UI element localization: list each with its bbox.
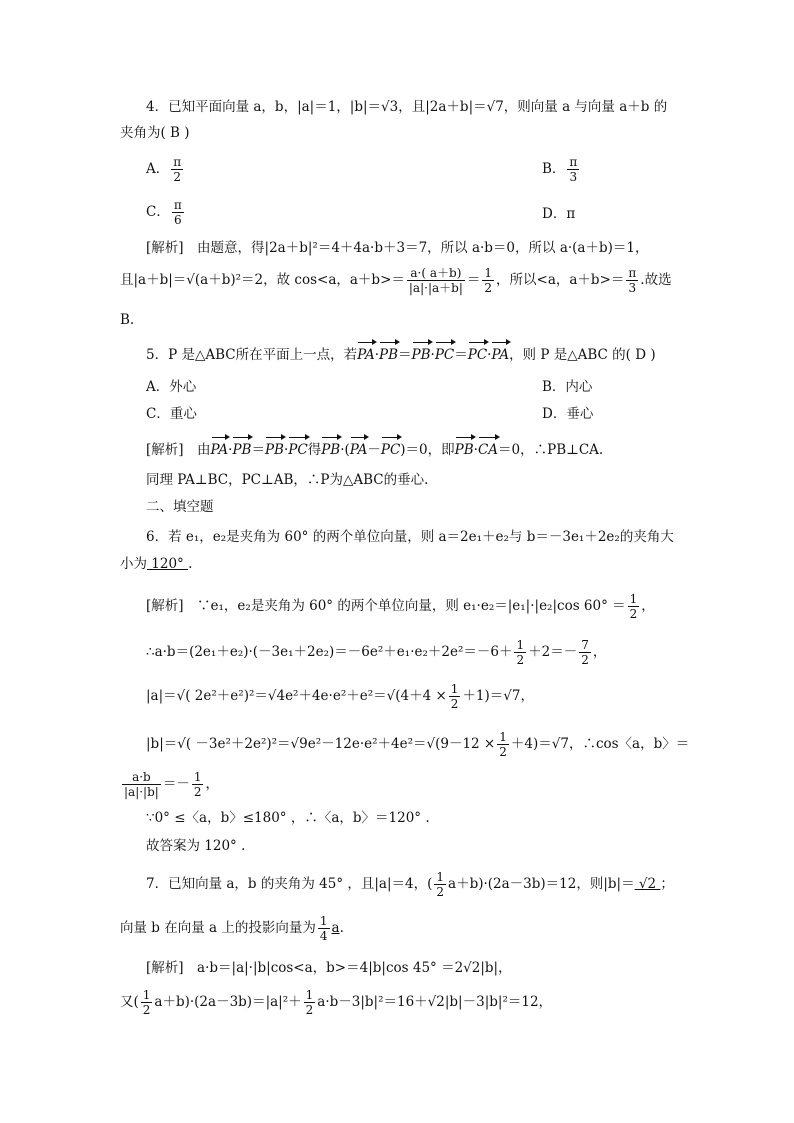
q6-solution-fraction: [192, 770, 204, 799]
vector-pb: PB: [232, 442, 252, 458]
q4-solution-fraction-2: [482, 266, 494, 295]
q6-solution-text: ＝－: [162, 776, 190, 792]
q4-stem-line1: 4．已知平面向量 a，b，|a|＝1，|b|＝√3，且|2a＋b|＝√7，则向量 a 与向量 a＋b 的: [146, 99, 668, 115]
q5-option-a: A．外心: [146, 379, 197, 395]
fraction-denominator: 2: [581, 653, 589, 667]
fraction-denominator: 2: [450, 697, 459, 711]
q4-solution-text: ，所以<a，a＋b>＝: [496, 272, 625, 288]
fraction-numerator: π: [173, 155, 182, 169]
fraction-numerator: 1: [142, 988, 151, 1002]
q7-stem-text: 7．已知向量 a，b 的夹角为 45° ，且|a|＝4，(: [146, 876, 433, 892]
fraction-denominator: 3: [628, 281, 637, 295]
q5-solution-text: 得: [307, 442, 322, 458]
q7-solution-text: a＋b)·(2a－3b)＝|a|²＋: [154, 994, 302, 1010]
q7-stem-text: .: [339, 920, 344, 936]
q6-solution-fraction: [514, 638, 526, 667]
q6-solution-text: ，: [641, 598, 655, 614]
q5-options-row2: [146, 404, 594, 424]
q7-solution-fraction: [141, 988, 153, 1017]
fraction-denominator: |a|·|b|: [124, 785, 159, 799]
q4-solution-line2: [120, 266, 672, 295]
vector-pb: PB: [454, 442, 474, 458]
q6-solution-fraction: [628, 592, 640, 621]
q4-solution-line1: [解析] 由题意，得|2a＋b|²＝4＋4a·b＋3＝7，所以 a·b＝0，所以 a·(a＋b)＝1，: [146, 240, 649, 256]
q4-option-d-label: D．: [542, 206, 567, 222]
fraction-numerator: 1: [484, 266, 493, 280]
fraction-denominator: 2: [142, 1003, 151, 1017]
q4-option-b: [542, 155, 581, 184]
q4-option-c-fraction: [172, 198, 184, 227]
q4-solution-text: .故选: [640, 272, 672, 288]
fraction-denominator: 6: [173, 213, 182, 227]
q5-solution-text: ＝0，∴PB⊥CA.: [498, 442, 604, 458]
fraction-numerator: 1: [629, 592, 638, 606]
q6-solution-text: ＋1)＝√7，: [462, 688, 534, 704]
fraction-denominator: 2: [193, 785, 202, 799]
q6-solution-text: ＋2＝－: [528, 644, 578, 660]
q6-solution-line6: ∵0° ≤〈a，b〉≤180° ，∴〈a，b〉＝120° .: [146, 810, 430, 826]
q5-option-c: C．重心: [146, 406, 197, 422]
vector-pc: PC: [434, 347, 455, 363]
dot-operator: ·: [283, 442, 289, 458]
q7-solution-line2: [120, 988, 552, 1017]
fraction-numerator: a·( a＋b): [407, 266, 465, 281]
q4-options-row1: [146, 155, 578, 184]
fraction-denominator: 2: [305, 1003, 314, 1017]
q7-stem-text: ；: [660, 876, 674, 892]
q5-stem: [146, 345, 656, 365]
q6-solution-line5: [120, 770, 219, 799]
dot-operator: ·(: [340, 442, 350, 458]
fraction-denominator: 2: [484, 281, 493, 295]
q7-stem-text: a＋b)·(2a－3b)＝12，则|b|＝: [448, 876, 635, 892]
q6-solution-line2: [146, 638, 606, 667]
fraction-numerator: 7: [581, 638, 589, 652]
vector-pa: PA: [491, 347, 510, 363]
vector-pa: PA: [349, 442, 368, 458]
fraction-denominator: 2: [173, 170, 182, 184]
fraction-numerator: 1: [436, 870, 445, 884]
equals-sign: ＝: [398, 347, 412, 363]
q4-options-row2: [146, 198, 576, 227]
q6-solution-text: [解析] ∵e₁，e₂是夹角为 60° 的两个单位向量，则 e₁·e₂＝|e₁|·|e₂|cos 60° ＝: [146, 598, 626, 614]
fraction-numerator: 1: [305, 988, 314, 1002]
vector-pa: PA: [210, 442, 229, 458]
q6-solution-text: ，: [205, 776, 219, 792]
dot-operator: ·: [473, 442, 478, 458]
q4-option-a-fraction: [171, 155, 183, 184]
minus-sign: －: [367, 442, 381, 458]
q4-solution-text: ＝: [466, 272, 481, 288]
q7-solution-line1: [解析] a·b＝|a|·|b|cos<a，b>＝4|b|cos 45° ＝2√2|b|，: [146, 960, 512, 976]
q4-solution-line3: B.: [120, 312, 135, 328]
vector-ca: CA: [477, 442, 499, 458]
q4-solution-text: 且|a＋b|＝√(a＋b)²＝2，故 cos<a，a＋b>＝: [120, 272, 405, 288]
fraction-numerator: 1: [516, 638, 525, 652]
q7-answer-blank-2: [316, 914, 340, 943]
fraction-numerator: 1: [319, 914, 328, 928]
q5-option-b: B．内心: [542, 379, 593, 395]
q6-stem-text: 小为: [120, 556, 147, 572]
fraction-numerator: π: [628, 266, 637, 280]
q5-stem-text: ，则 P 是△ABC 的( D ): [509, 347, 656, 363]
vector-pc: PC: [467, 347, 488, 363]
q6-solution-fraction: [579, 638, 591, 667]
q6-solution-text: ，: [592, 644, 607, 660]
q6-stem-text: .: [188, 556, 193, 572]
dot-operator: ·: [374, 347, 379, 363]
vector-pa: PA: [357, 347, 375, 363]
q6-solution-fraction: [449, 682, 461, 711]
fraction-denominator: 4: [319, 929, 328, 943]
q5-solution-text: [解析] 由: [146, 442, 211, 458]
q4-option-a-label: A．: [146, 161, 170, 177]
section-title: 二、填空题: [146, 499, 214, 515]
vector-pc: PC: [288, 442, 308, 458]
q6-solution-line4: [146, 730, 689, 759]
q4-option-d: [542, 204, 575, 224]
q7-answer-fraction: [318, 914, 330, 943]
fraction-numerator: π: [569, 155, 578, 169]
vector-pc: PC: [380, 442, 401, 458]
q6-stem-line2: [120, 554, 192, 574]
q6-solution-text: ∴a·b＝(2e₁＋e₂)·(－3e₁＋2e₂)＝－6e²＋e₁·e₂＋2e²＝－6＋: [146, 644, 513, 660]
equals-sign: ＝: [454, 347, 468, 363]
q4-solution-fraction-3: [626, 266, 638, 295]
fraction-numerator: 1: [193, 770, 202, 784]
vector-pb: PB: [379, 347, 399, 363]
q5-stem-text: 5．P 是△ABC所在平面上一点，若: [146, 347, 358, 363]
q6-solution-line7: 故答案为 120° .: [146, 838, 246, 854]
fraction-denominator: |a|·|a＋b|: [408, 281, 463, 295]
q6-solution-fraction: [497, 730, 509, 759]
fraction-denominator: 2: [436, 885, 445, 899]
fraction-numerator: π: [173, 198, 182, 212]
q6-solution-line3: [146, 682, 534, 711]
vector-pb: PB: [321, 442, 341, 458]
q6-solution-text: ＋4)＝√7，∴cos〈a，b〉＝: [510, 736, 690, 752]
q4-solution-fraction-1: [407, 266, 465, 295]
vector-pb: PB: [411, 347, 431, 363]
q5-solution-line1: [146, 440, 603, 460]
q5-option-d: D．垂心: [542, 406, 594, 422]
fraction-denominator: 3: [569, 170, 578, 184]
fraction-numerator: 1: [450, 682, 459, 696]
dot-operator: ·: [487, 347, 492, 363]
q6-stem-line1: 6．若 e₁，e₂是夹角为 60° 的两个单位向量，则 a＝2e₁＋e₂与 b＝－3e₁＋2e₂的夹角大: [146, 529, 674, 545]
q7-stem-line2: [120, 914, 344, 943]
q6-solution-text: |a|＝√( 2e²＋e²)²＝√4e²＋4e·e²＋e²＝√(4＋4 ×: [146, 688, 447, 704]
q4-stem-line2: 夹角为( B ): [120, 125, 190, 141]
q7-answer-blank-1: √2: [634, 876, 661, 892]
q6-solution-line1: [146, 592, 655, 621]
q5-solution-text: )＝0，即: [400, 442, 455, 458]
q4-option-b-fraction: [567, 155, 579, 184]
q7-solution-fraction: [304, 988, 316, 1017]
q6-solution-fraction: [122, 770, 161, 799]
q4-option-b-label: B．: [542, 161, 566, 177]
fraction-numerator: 1: [499, 730, 507, 744]
q7-stem-text: 向量 b 在向量 a 上的投影向量为: [120, 920, 316, 936]
vector-pb: PB: [264, 442, 284, 458]
q7-stem-fraction: [434, 870, 446, 899]
q7-stem-line1: [146, 870, 674, 899]
q7-solution-text: 又(: [120, 994, 139, 1010]
q7-answer-tail: a: [331, 920, 340, 936]
q4-option-c-label: C．: [146, 204, 170, 220]
q5-solution-line2: 同理 PA⊥BC，PC⊥AB，∴P为△ABC的垂心.: [146, 472, 429, 488]
fraction-numerator: a·b: [122, 770, 161, 785]
dot-operator: ·: [430, 347, 435, 363]
equals-sign: ＝: [251, 442, 265, 458]
q4-option-d-text: π: [566, 206, 576, 222]
q7-solution-text: a·b－3|b|²＝16＋√2|b|－3|b|²＝12，: [317, 994, 553, 1010]
q6-solution-text: |b|＝√( －3e²＋2e²)²＝√9e²－12e·e²＋4e²＝√(9－12 ×: [146, 736, 496, 752]
dot-operator: ·: [228, 442, 233, 458]
q6-answer-blank: 120°: [147, 556, 189, 572]
q5-options-row1: [146, 377, 593, 397]
fraction-denominator: 2: [516, 653, 525, 667]
fraction-denominator: 2: [499, 745, 507, 759]
fraction-denominator: 2: [629, 607, 638, 621]
